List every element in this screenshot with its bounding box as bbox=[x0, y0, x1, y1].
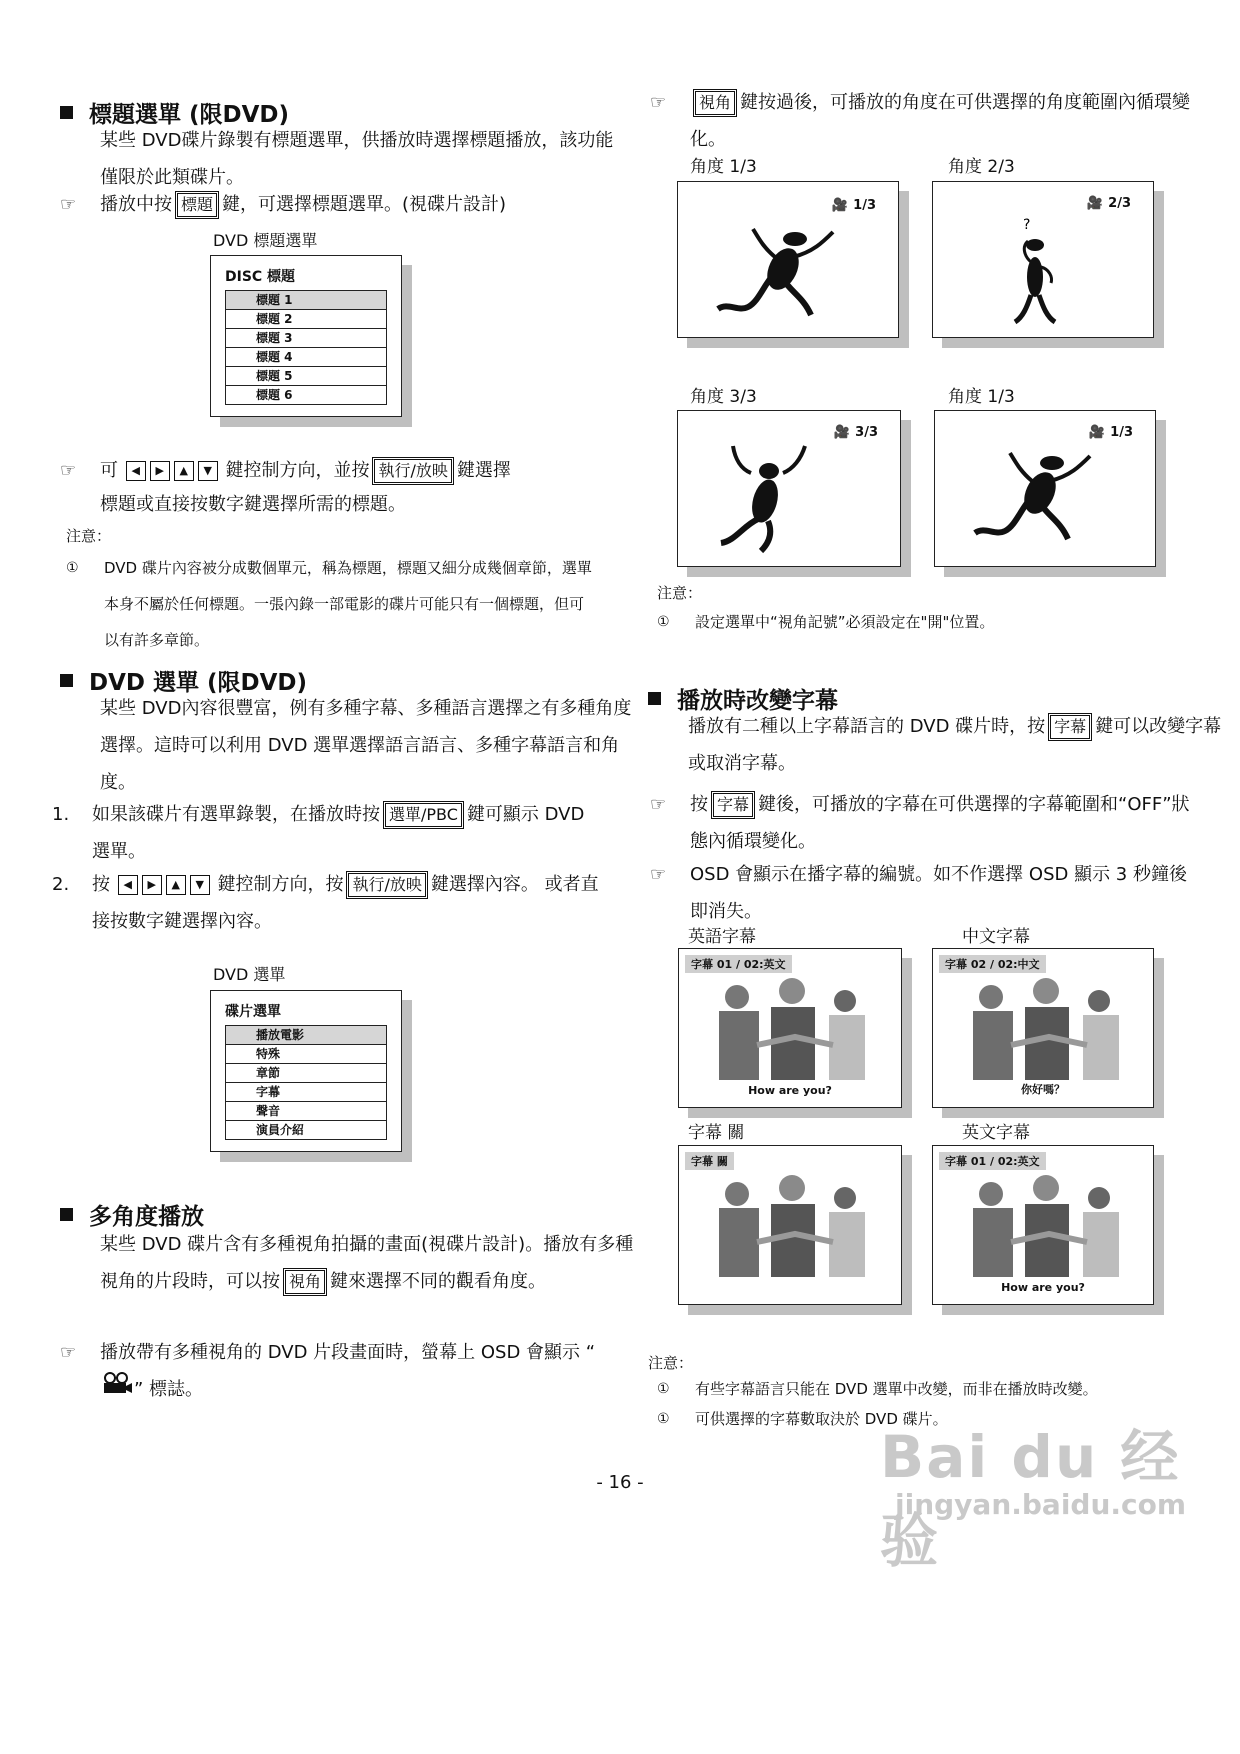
subtitle-key: 字幕 bbox=[711, 791, 755, 819]
direction-tip: ☞ 可 ◀ ▶ ▲ ▼ 鍵控制方向，並按 執行/放映 鍵選擇 bbox=[60, 452, 605, 489]
subtitle-key: 字幕 bbox=[1048, 713, 1092, 741]
menu-row[interactable]: 演員介紹 bbox=[225, 1121, 387, 1140]
subtitle-caption: 英語字幕 bbox=[688, 927, 756, 947]
angle-tip: ☞ 視角 鍵按過後，可播放的角度在可供選擇的角度範圍內循環變化。 bbox=[650, 84, 1190, 158]
angle-tag: 2/3 bbox=[1108, 196, 1131, 211]
subtitle-caption: 英文字幕 bbox=[962, 1123, 1030, 1143]
angle-caption: 角度 1/3 bbox=[690, 157, 757, 177]
pointing-hand-icon: ☞ bbox=[60, 460, 77, 481]
angle-key: 視角 bbox=[693, 89, 737, 117]
dancing-figure-illustration bbox=[713, 227, 853, 327]
page-number: - 16 - bbox=[596, 1472, 644, 1493]
camera-icon: 🎥 bbox=[1086, 196, 1104, 211]
title-menu-box bbox=[210, 255, 402, 417]
note-label: 注意： bbox=[657, 584, 703, 602]
up-arrow-icon: ▲ bbox=[166, 875, 186, 895]
menu-row[interactable]: 聲音 bbox=[225, 1102, 387, 1121]
angle-caption: 角度 2/3 bbox=[948, 157, 1015, 177]
angle-tag: 1/3 bbox=[1110, 425, 1133, 440]
section-title-dvd-menu: DVD 選單 (限DVD) bbox=[60, 664, 605, 697]
subtitle-tip-2: ☞ OSD 會顯示在播字幕的編號。如不作選擇 OSD 顯示 3 秒鐘後即消失。 bbox=[650, 856, 1190, 930]
subtitle-frame-3 bbox=[678, 1145, 902, 1305]
subtitle-caption: 中文字幕 bbox=[962, 927, 1030, 947]
angle-caption: 角度 1/3 bbox=[948, 387, 1015, 407]
menu-row[interactable]: 章節 bbox=[225, 1064, 387, 1083]
section-title-title-menu: 標題選單 (限DVD) bbox=[60, 96, 605, 129]
handshake-illustration bbox=[951, 1172, 1141, 1281]
camera-icon: 🎥 bbox=[1088, 425, 1106, 440]
dvd-menu-paragraph: 某些 DVD內容很豐富，例有多種字幕、多種語言選擇之有多種角度選擇。這時可以利用 DVD 選單選擇語言語言、多種字幕語言和角度。 bbox=[100, 698, 632, 793]
left-arrow-icon: ◀ bbox=[126, 461, 146, 481]
watermark-url: jingyan.baidu.com bbox=[895, 1488, 1187, 1521]
menu-row[interactable]: 標題 5 bbox=[225, 367, 387, 386]
multi-angle-paragraph: 某些 DVD 碟片含有多種視角拍攝的畫面(視碟片設計)。播放有多種視角的片段時，可以按 視角 鍵來選擇不同的觀看角度。 bbox=[60, 1226, 640, 1300]
angle-key: 視角 bbox=[283, 1268, 327, 1296]
left-arrow-icon: ◀ bbox=[118, 875, 138, 895]
menu-pbc-key: 選單/PBC bbox=[383, 801, 464, 829]
menu-row[interactable]: 特殊 bbox=[225, 1045, 387, 1064]
subtitle-caption: 字幕 關 bbox=[688, 1123, 745, 1143]
menu-row[interactable]: 標題 4 bbox=[225, 348, 387, 367]
pointing-hand-icon: ☞ bbox=[60, 1342, 77, 1363]
note-label: 注意： bbox=[66, 527, 112, 545]
menu-row[interactable]: 標題 2 bbox=[225, 310, 387, 329]
camera-icon: 🎥 bbox=[831, 198, 849, 213]
pointing-hand-icon: ☞ bbox=[650, 794, 667, 815]
bullet-square bbox=[648, 692, 661, 705]
title-menu-tip: ☞ 播放中按 標題 鍵，可選擇標題選單。(視碟片設計) bbox=[60, 186, 600, 223]
bullet-square bbox=[60, 1208, 73, 1221]
enter-key: 執行/放映 bbox=[372, 457, 453, 485]
angle-frame-3 bbox=[677, 410, 901, 567]
pointing-hand-icon: ☞ bbox=[650, 92, 667, 113]
menu-row[interactable]: 標題 3 bbox=[225, 329, 387, 348]
baidu-watermark: Bai du 经验 bbox=[880, 1423, 1181, 1575]
camera-icon: 🎥 bbox=[833, 425, 851, 440]
right-arrow-icon: ▶ bbox=[142, 875, 162, 895]
dvd-menu-box bbox=[210, 990, 402, 1152]
menu-header: DISC 標題 bbox=[225, 269, 296, 285]
dancing-figure-illustration bbox=[713, 441, 833, 556]
multi-angle-tip: ☞ 播放帶有多種視角的 DVD 片段畫面時，螢幕上 OSD 會顯示 “” 標誌。 bbox=[60, 1334, 605, 1409]
subtitle-frame-2 bbox=[932, 948, 1154, 1108]
title-menu-paragraph: 某些 DVD碟片錄製有標題選單，供播放時選擇標題播放，該功能僅限於此類碟片。 bbox=[100, 130, 614, 188]
dancing-figure-illustration bbox=[970, 451, 1110, 551]
pointing-hand-icon: ☞ bbox=[650, 864, 667, 885]
right-arrow-icon: ▶ bbox=[150, 461, 170, 481]
section-title-multi-angle: 多角度播放 bbox=[60, 1198, 605, 1231]
subtitle-text: How are you? bbox=[1001, 1281, 1085, 1294]
enter-key: 執行/放映 bbox=[346, 871, 427, 899]
angle-caption: 角度 3/3 bbox=[690, 387, 757, 407]
down-arrow-icon: ▼ bbox=[198, 461, 218, 481]
down-arrow-icon: ▼ bbox=[190, 875, 210, 895]
note-label: 注意： bbox=[648, 1354, 694, 1372]
osd-bar: 字幕 01 / 02:英文 bbox=[939, 1152, 1046, 1170]
direction-tip-line2: 標題或直接按數字鍵選擇所需的標題。 bbox=[100, 494, 406, 515]
angle-frame-1 bbox=[677, 181, 899, 338]
menu-row[interactable]: 字幕 bbox=[225, 1083, 387, 1102]
subtitle-tip-1: ☞ 按 字幕 鍵後，可播放的字幕在可供選擇的字幕範圍和“OFF”狀態內循環變化。 bbox=[650, 786, 1190, 860]
osd-bar: 字幕 關 bbox=[685, 1152, 734, 1170]
handshake-illustration bbox=[951, 975, 1141, 1084]
angle-frame-4 bbox=[934, 410, 1156, 567]
bullet-square bbox=[60, 674, 73, 687]
dvd-menu-step-1: 1. 如果該碟片有選單錄製，在播放時按 選單/PBC 鍵可顯示 DVD 選單。 bbox=[52, 796, 600, 870]
subtitle-paragraph: 播放有二種以上字幕語言的 DVD 碟片時，按 字幕 鍵可以改變字幕或取消字幕。 bbox=[648, 708, 1228, 782]
subtitle-frame-1 bbox=[678, 948, 902, 1108]
angle-tag: 1/3 bbox=[853, 198, 876, 213]
angle-tag: 3/3 bbox=[855, 425, 878, 440]
subtitle-text: 你好嗎？ bbox=[1021, 1083, 1065, 1096]
dvd-menu-caption: DVD 選單 bbox=[213, 965, 286, 984]
subtitle-note: ① 有些字幕語言只能在 DVD 選單中改變，而非在播放時改變。 bbox=[657, 1380, 1098, 1398]
title-key: 標題 bbox=[175, 191, 219, 219]
handshake-illustration bbox=[697, 1172, 887, 1281]
pointing-hand-icon: ☞ bbox=[60, 194, 77, 215]
angle-frame-2 bbox=[932, 181, 1154, 338]
angle-note: ① 設定選單中“視角記號”必須設定在"開"位置。 bbox=[657, 613, 995, 631]
section-title-subtitle: 播放時改變字幕 bbox=[648, 682, 1188, 715]
osd-bar: 字幕 01 / 02:英文 bbox=[685, 955, 792, 973]
menu-row[interactable]: 播放電影 bbox=[225, 1025, 387, 1045]
svg-text:?: ? bbox=[1023, 217, 1031, 233]
standing-figure-illustration bbox=[1003, 217, 1083, 332]
camera-icon bbox=[100, 1372, 134, 1409]
menu-row[interactable]: 標題 6 bbox=[225, 386, 387, 405]
subtitle-text: How are you? bbox=[748, 1084, 832, 1097]
title-menu-caption: DVD 標題選單 bbox=[213, 231, 318, 250]
osd-bar: 字幕 02 / 02:中文 bbox=[939, 955, 1046, 973]
handshake-illustration bbox=[697, 975, 887, 1084]
subtitle-note: ① 可供選擇的字幕數取決於 DVD 碟片。 bbox=[657, 1410, 948, 1428]
title-note: ① DVD 碟片內容被分成數個單元，稱為標題，標題又細分成幾個章節，選單本身不屬於任何標題。一張內錄一部電影的碟片可能只有一個標題，但可以有許多章節。 bbox=[66, 559, 592, 649]
menu-row[interactable]: 標題 1 bbox=[225, 290, 387, 310]
bullet-square bbox=[60, 106, 73, 119]
subtitle-frame-4 bbox=[932, 1145, 1154, 1305]
dvd-menu-step-2: 2. 按 ◀ ▶ ▲ ▼ 鍵控制方向，按 執行/放映 鍵選擇內容。 或者直接按數字鍵選擇內容。 bbox=[52, 866, 600, 940]
menu-header: 碟片選單 bbox=[225, 1004, 281, 1020]
up-arrow-icon: ▲ bbox=[174, 461, 194, 481]
